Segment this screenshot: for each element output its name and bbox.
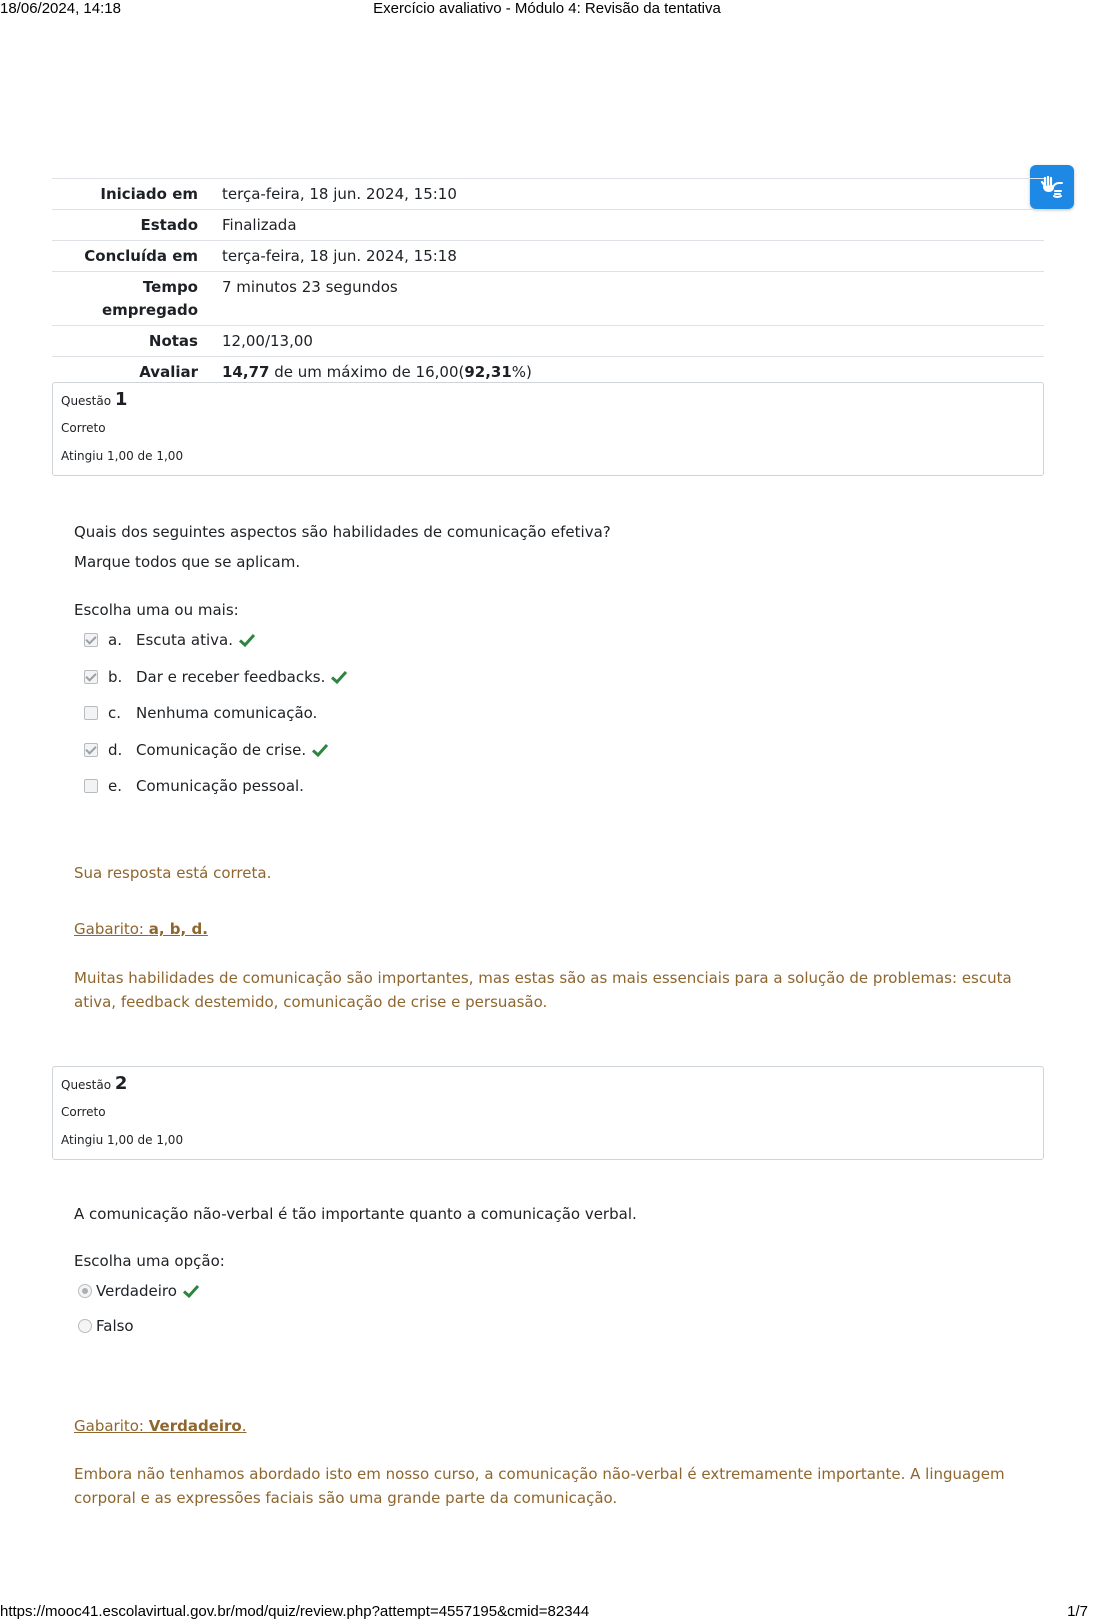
answer-option-true[interactable] <box>78 1279 199 1303</box>
print-page-number: 1/7 <box>1067 1603 1088 1620</box>
summary-value: Finalizada <box>214 210 1044 241</box>
answer-key-label: Gabarito: <box>74 920 149 938</box>
question-2-info <box>52 1066 1044 1160</box>
option-label: Comunicação pessoal. <box>136 777 304 795</box>
question-state: Correto <box>61 421 106 435</box>
question-2-answer-key <box>74 1414 1024 1438</box>
question-grade: Atingiu 1,00 de 1,00 <box>61 1133 184 1147</box>
question-1-instruction: Marque todos que se aplicam. <box>74 553 301 571</box>
summary-label: Notas <box>52 326 214 357</box>
answer-radio[interactable] <box>78 1284 92 1298</box>
option-letter: e. <box>108 777 122 795</box>
answer-option-e[interactable] <box>84 774 304 798</box>
summary-row-time-taken <box>52 272 1044 326</box>
grade-end: %) <box>511 363 532 381</box>
summary-value: terça-feira, 18 jun. 2024, 15:18 <box>214 241 1044 272</box>
correct-check-icon <box>312 743 328 757</box>
option-label: Escuta ativa. <box>136 631 233 649</box>
option-letter: c. <box>108 704 122 722</box>
answer-radio[interactable] <box>78 1319 92 1333</box>
grade-score: 14,77 <box>222 363 270 381</box>
answer-key-value: a, b, d. <box>148 920 208 938</box>
question-prefix: Questão <box>61 1078 112 1092</box>
question-number-value: 1 <box>114 389 128 410</box>
answer-checkbox[interactable] <box>84 706 98 720</box>
summary-value: 12,00/13,00 <box>214 326 1044 357</box>
question-number <box>61 1073 127 1094</box>
question-1-feedback: Sua resposta está correta. <box>74 864 272 882</box>
answer-option-b[interactable] <box>84 665 347 689</box>
question-1-answer-key <box>74 917 1024 941</box>
question-1-info <box>52 382 1044 476</box>
summary-row-state <box>52 210 1044 241</box>
answer-checkbox[interactable] <box>84 633 98 647</box>
question-state: Correto <box>61 1105 106 1119</box>
answer-checkbox[interactable] <box>84 779 98 793</box>
question-2-text: A comunicação não-verbal é tão importante quanto a comunicação verbal. <box>74 1205 637 1223</box>
option-label: Nenhuma comunicação. <box>136 704 318 722</box>
option-label: Verdadeiro <box>96 1282 177 1300</box>
answer-option-a[interactable] <box>84 628 255 652</box>
question-grade: Atingiu 1,00 de 1,00 <box>61 449 184 463</box>
option-label: Comunicação de crise. <box>136 741 307 759</box>
question-1-prompt: Escolha uma ou mais: <box>74 601 239 619</box>
question-2-explanation: Embora não tenhamos abordado isto em nosso curso, a comunicação não-verbal é extremamente importante. A linguagem corporal e as expressões faciais são uma grande parte da comunicação. <box>74 1465 1005 1507</box>
question-prefix: Questão <box>61 394 112 408</box>
print-url: https://mooc41.escolavirtual.gov.br/mod/quiz/review.php?attempt=4557195&cmid=82344 <box>0 1603 590 1620</box>
answer-option-d[interactable] <box>84 738 328 762</box>
summary-label: Tempo empregado <box>52 272 214 326</box>
grade-percent: 92,31 <box>464 363 512 381</box>
question-number <box>61 389 127 410</box>
question-1-text: Quais dos seguintes aspectos são habilidades de comunicação efetiva? <box>74 523 611 541</box>
summary-label: Concluída em <box>52 241 214 272</box>
summary-label: Iniciado em <box>52 179 214 210</box>
option-letter: a. <box>108 631 122 649</box>
summary-label: Avaliar <box>52 357 214 388</box>
option-label: Dar e receber feedbacks. <box>136 668 326 686</box>
answer-checkbox[interactable] <box>84 743 98 757</box>
attempt-summary-table <box>52 178 1044 387</box>
answer-option-c[interactable] <box>84 701 317 725</box>
option-letter: d. <box>108 741 123 759</box>
correct-check-icon <box>331 670 347 684</box>
summary-value: 7 minutos 23 segundos <box>214 272 1044 326</box>
answer-key-end: . <box>241 1417 247 1435</box>
summary-value: terça-feira, 18 jun. 2024, 15:10 <box>214 179 1044 210</box>
option-letter: b. <box>108 668 123 686</box>
summary-row-completed <box>52 241 1044 272</box>
answer-checkbox[interactable] <box>84 670 98 684</box>
option-label: Falso <box>96 1317 134 1335</box>
grade-middle: de um máximo de 16,00( <box>269 363 465 381</box>
summary-row-marks <box>52 326 1044 357</box>
correct-check-icon <box>239 633 255 647</box>
print-datetime: 18/06/2024, 14:18 <box>0 0 121 17</box>
print-footer <box>0 1603 1094 1621</box>
summary-label: Estado <box>52 210 214 241</box>
correct-check-icon <box>183 1284 199 1298</box>
answer-key-value: Verdadeiro <box>148 1417 242 1435</box>
answer-option-false[interactable] <box>78 1314 134 1338</box>
question-2-prompt: Escolha uma opção: <box>74 1252 225 1270</box>
print-header <box>0 0 1094 18</box>
question-1-explanation: Muitas habilidades de comunicação são importantes, mas estas são as mais essenciais para a solução de problemas: escuta ativa, feedback destemido, comunicação de crise e persuasão. <box>74 969 1012 1011</box>
print-page-title: Exercício avaliativo - Módulo 4: Revisão da tentativa <box>373 0 721 17</box>
summary-row-started <box>52 179 1044 210</box>
answer-key-label: Gabarito: <box>74 1417 149 1435</box>
question-number-value: 2 <box>114 1073 128 1094</box>
